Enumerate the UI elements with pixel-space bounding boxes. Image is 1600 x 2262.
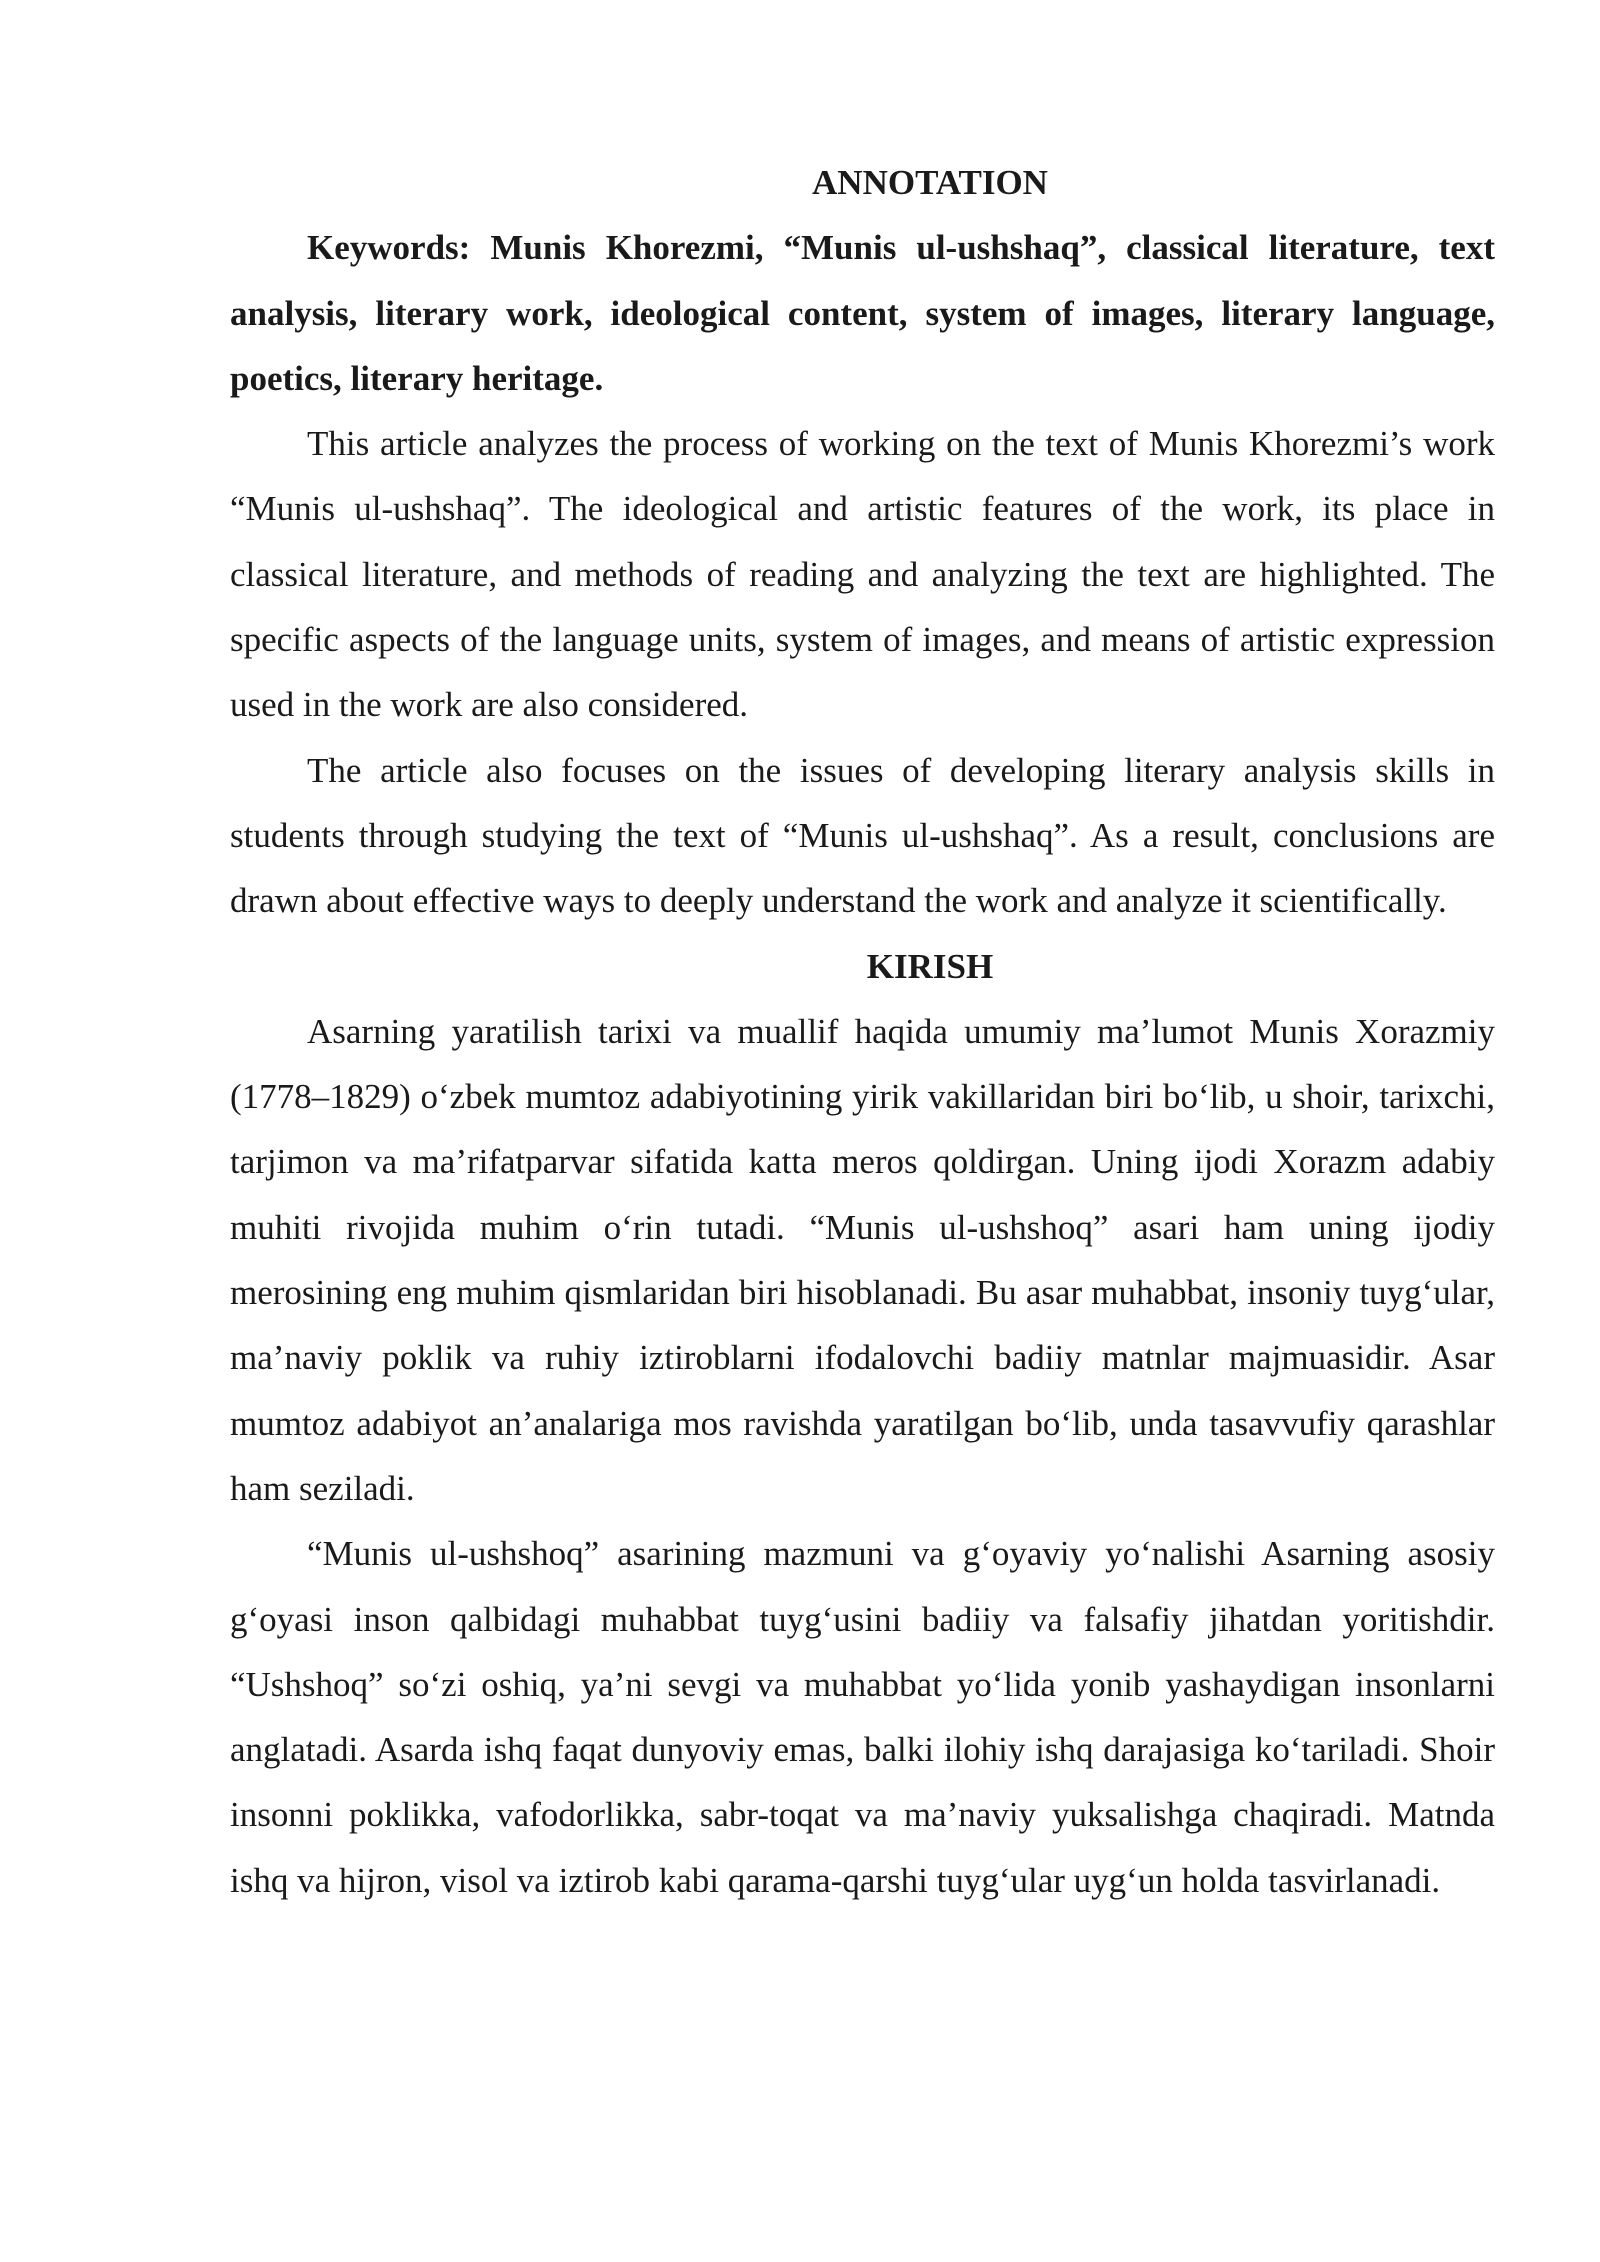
annotation-heading: ANNOTATION — [812, 163, 1048, 202]
keywords-paragraph: Keywords: Munis Khorezmi, “Munis ul-ushshaq”, classical literature, text analysis, literary work, ideological content, system of images, literary language, poetics, literary heritage. — [230, 228, 1495, 398]
kirish-paragraph-2: “Munis ul-ushshoq” asarining mazmuni va g‘oyaviy yo‘nalishi Asarning asosiy g‘oyasi inson qalbidagi muhabbat tuyg‘usini badiiy va falsafiy jihatdan yoritishdir. “Ushshoq” so‘zi oshiq, ya’ni sevgi va muhabbat yo‘lida yonib yashaydigan insonlarni anglatadi. Asarda ishq faqat dunyoviy emas, balki ilohiy ishq darajasiga ko‘tariladi. Shoir insonni poklikka, vafodorlikka, sabr-toqat va ma’naviy yuksalishga chaqiradi. Matnda ishq va hijron, visol va iztirob kabi qarama-qarshi tuyg‘ular uyg‘un holda tasvirlanadi. — [230, 1534, 1495, 1900]
kirish-paragraph-1: Asarning yaratilish tarixi va muallif haqida umumiy ma’lumot Munis Xorazmiy (1778–1829) o‘zbek mumtoz adabiyotining yirik vakillaridan biri bo‘lib, u shoir, tarixchi, tarjimon va ma’rifatparvar sifatida katta meros qoldirgan. Uning ijodi Xorazm adabiy muhiti rivojida muhim o‘rin tutadi. “Munis ul-ushshoq” asari ham uning ijodiy merosining eng muhim qismlaridan biri hisoblanadi. Bu asar muhabbat, insoniy tuyg‘ular, ma’naviy poklik va ruhiy iztiroblarni ifodalovchi badiiy matnlar majmuasidir. Asar mumtoz adabiyot an’analariga mos ravishda yaratilgan bo‘lib, unda tasavvufiy qarashlar ham seziladi. — [230, 1011, 1495, 1508]
annotation-paragraph-2: The article also focuses on the issues of developing literary analysis skills in students through studying the text of “Munis ul-ushshaq”. As a result, conclusions are drawn about effective ways to deeply understand the work and analyze it scientifically. — [230, 750, 1495, 921]
kirish-heading: KIRISH — [866, 946, 994, 986]
document-page — [230, 150, 1495, 1913]
annotation-paragraph-1: This article analyzes the process of working on the text of Munis Khorezmi’s work “Munis ul-ushshaq”. The ideological and artistic features of the work, its place in classical literature, and methods of reading and analyzing the text are highlighted. The specific aspects of the language units, system of images, and means of artistic expression used in the work are also considered. — [230, 424, 1495, 725]
